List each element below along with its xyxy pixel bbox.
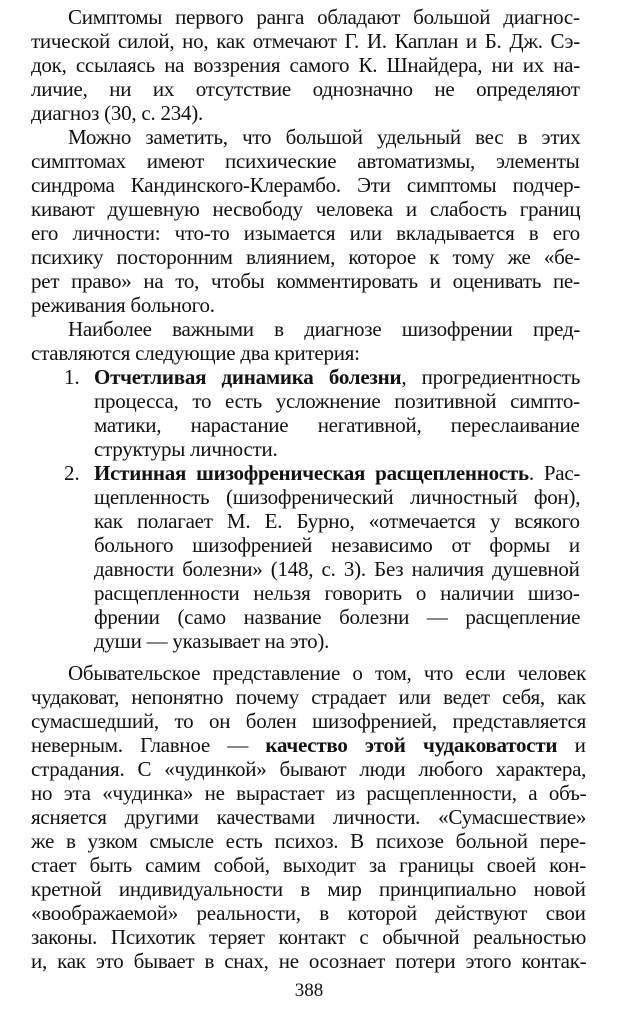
text-line: структуры личности.: [94, 437, 278, 461]
text-line: «воображаемой» реальности, в которой действуют свои: [31, 901, 586, 925]
text-line: ясняется другими качествами личности. «Сумасшествие»: [31, 805, 587, 829]
text-line: матики, нарастание негативной, переслаивание: [94, 413, 580, 437]
criterion-term: Отчетливая динамика болезни: [94, 365, 402, 389]
text-line: как полагает М. Е. Бурно, «отмечается у всякого: [94, 509, 580, 533]
text-line: рет право» на то, чтобы комментировать и оценивать пе-: [31, 269, 580, 293]
text-line: и, как это бывает в снах, не осознает потери этого контак-: [31, 949, 587, 973]
page-number: 388: [294, 980, 324, 1001]
text-line: но эта «чудинка» не вырастает из расщепленности, а объ-: [31, 781, 587, 805]
text-line: симптомах имеют психические автоматизмы, элементы: [31, 149, 580, 173]
list-number: 1.: [64, 365, 80, 389]
text-line: Истинная шизофреническая расщепленность. Рас-: [94, 461, 581, 485]
text-line: процесса, то есть усложнение позитивной симпто-: [94, 389, 580, 413]
text-line: сумасшедший, то он болен шизофренией, представляется: [31, 709, 587, 733]
text-line: психику посторонним влиянием, которое к тому же «бе-: [31, 245, 581, 269]
criterion-term: Истинная шизофреническая расщепленность: [94, 461, 529, 485]
text-line: Наиболее важными в диагнозе шизофрении пред-: [68, 317, 581, 341]
emphasis-phrase: качество этой чудаковатости: [265, 733, 558, 757]
text-line: реживания больного.: [31, 293, 215, 317]
text-line: неверным. Главное — качество этой чудаковатости и: [31, 733, 586, 757]
text-line: его личности: что-то изымается или вкладывается в его: [31, 221, 580, 245]
text-line: Можно заметить, что большой удельный вес в этих: [68, 125, 581, 149]
text-line: диагноз (30, с. 234).: [31, 101, 203, 125]
text-line: док, ссылаясь на воззрения самого К. Шнайдера, ни их на-: [31, 53, 580, 77]
text-line: синдрома Кандинского-Клерамбо. Эти симптомы подчер-: [31, 173, 581, 197]
text-line: щепленность (шизофренический личностный фон),: [94, 485, 581, 509]
text-line: ставляются следующие два критерия:: [31, 341, 360, 365]
text-line: Симптомы первого ранга обладают большой диагнос-: [68, 5, 580, 29]
text-line: расщепленности нельзя говорить о наличии шизо-: [94, 581, 580, 605]
text-line: кивают душевную несвободу человека и слабость границ: [31, 197, 581, 221]
text-line: больного шизофренией независимо от формы и: [94, 533, 580, 557]
text-line: же в узком смысле есть психоз. В психозе больной пере-: [31, 829, 586, 853]
text-line: давности болезни» (148, с. 3). Без наличия душевной: [94, 557, 580, 581]
text-line: стает быть самим собой, выходит за границы своей кон-: [31, 853, 586, 877]
text-line: чудаковат, непонятно почему страдает или ведет себя, как: [31, 685, 586, 709]
text-line: законы. Психотик теряет контакт с обычной реальностью: [31, 925, 587, 949]
list-number: 2.: [64, 461, 80, 485]
text-line: личие, ни их отсутствие однозначно не определяют: [31, 77, 580, 101]
text-line: страдания. С «чудинкой» бывают люди любого характера,: [31, 757, 587, 781]
text-line: Обывательское представление о том, что если человек: [68, 661, 587, 685]
text-line: кретной индивидуальности в мир принципиально новой: [31, 877, 586, 901]
text-line: души — указывает на это).: [94, 629, 330, 653]
text-line: френии (само название болезни — расщепление: [94, 605, 581, 629]
text-line: Отчетливая динамика болезни, прогредиентность: [94, 365, 581, 389]
text-line: тической силой, но, как отмечают Г. И. Каплан и Б. Дж. Сэ-: [31, 29, 581, 53]
